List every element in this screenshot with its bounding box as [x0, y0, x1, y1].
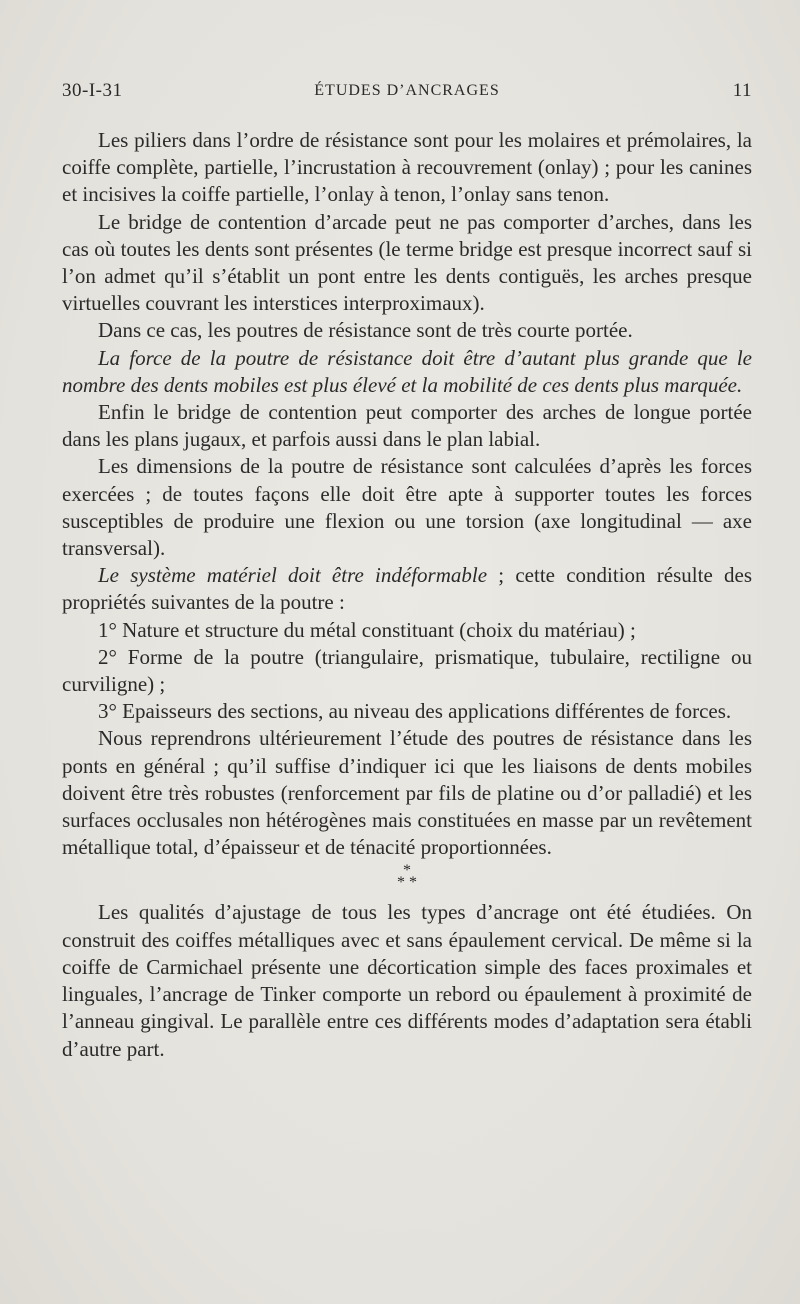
section-divider-asterism [62, 862, 752, 895]
list-item-3: 3° Epaisseurs des sections, au niveau des applications différentes de forces. [98, 699, 732, 724]
header-title: ÉTUDES D’ANCRAGES [314, 82, 500, 99]
asterism-top: * [403, 862, 411, 880]
paragraph-bridge-contention: Le bridge de contention d’arcade peut ne pas comporter d’arches, dans les cas où toutes les dents sont présentes (le terme bridge est presque incorrect sauf si l’on admet qu’il s’établit un pont entre les dents contiguës, les arches presque virtuelles couvrant les interstices interproximaux). [62, 209, 752, 316]
paragraph-longue-portee: Enfin le bridge de contention peut comporter des arches de longue portée dans les plans jugaux, et parfois aussi dans le plan labial. [62, 400, 752, 452]
header-date: 30-I-31 [62, 80, 123, 101]
paragraph-reprendrons: Nous reprendrons ultérieurement l’étude des poutres de résistance dans les ponts en général ; qu’il suffise d’indiquer ici que les liaisons de dents mobiles doivent être très robustes (renforcement par fils de platine ou d’or palladié) et les surfaces occlusales non hétérogènes mais constituées en masse par un revêtement métallique total, d’épaisseur et de ténacité proportionnées. [62, 726, 752, 860]
paragraph-qualites-ajustage: Les qualités d’ajustage de tous les types d’ancrage ont été étudiées. On construit des coiffes métalliques avec et sans épaulement cervical. De même si la coiffe de Carmichael présente une décortication simple des faces proximales et linguales, l’ancrage de Tinker comporte un rebord ou épaulement à proximité de l’anneau gingival. Le parallèle entre ces différents modes d’adaptation sera établi d’autre part. [62, 900, 752, 1061]
italic-phrase: Le système matériel doit être indéformable [98, 563, 488, 588]
list-item-1: 1° Nature et structure du métal constituant (choix du matériau) ; [98, 617, 636, 642]
asterism-bottom: * * [397, 874, 417, 892]
paragraph-systeme-materiel [62, 562, 752, 616]
body-text [62, 127, 752, 1063]
running-header [62, 80, 752, 106]
paragraph-rest: ; cette condition résulte des propriétés suivantes de la poutre : [62, 563, 753, 615]
paragraph-force-poutre: La force de la poutre de résistance doit être d’autant plus grande que le nombre des dents mobiles est plus élevé et la mobilité de ces dents plus marquée. [62, 345, 752, 397]
paragraph-dimensions: Les dimensions de la poutre de résistance sont calculées d’après les forces exercées ; de toutes façons elle doit être apte à supporter toutes les forces susceptibles de produire une flexion ou une torsion (axe longitudinal — axe transversal). [62, 454, 752, 561]
page-number: 11 [732, 80, 752, 101]
paragraph-piliers: Les piliers dans l’ordre de résistance sont pour les molaires et prémolaires, la coiffe complète, partielle, l’incrustation à recouvrement (onlay) ; pour les canines et incisives la coiffe partielle, l’onlay à tenon, l’onlay sans tenon. [62, 128, 752, 207]
paragraph-courte-portee: Dans ce cas, les poutres de résistance sont de très courte portée. [98, 318, 633, 343]
list-item-2: 2° Forme de la poutre (triangulaire, prismatique, tubulaire, rectiligne ou curviligne) ; [62, 644, 752, 697]
